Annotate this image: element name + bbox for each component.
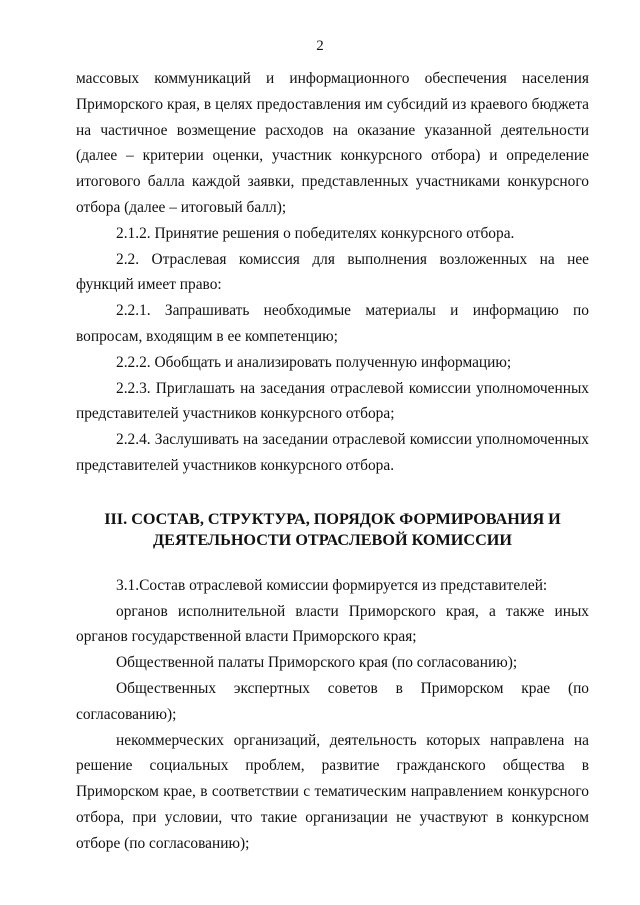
section-heading-3: [76, 509, 589, 551]
list-item-expert-councils: Общественных экспертных советов в Приморском крае (по согласованию);: [76, 679, 589, 723]
list-item-executive-bodies: органов исполнительной власти Приморского края, а также иных органов государственной власти Приморского края;: [76, 602, 589, 646]
page-number: 2: [316, 38, 324, 54]
paragraph-3-1: 3.1.Состав отраслевой комиссии формируется из представителей:: [116, 576, 548, 594]
list-item-public-chamber: Общественной палаты Приморского края (по согласованию);: [116, 654, 518, 672]
paragraph-2-2-3: 2.2.3. Приглашать на заседания отраслевой комиссии уполномоченных представителей участников конкурсного отбора;: [76, 379, 589, 423]
list-item-nonprofits: некоммерческих организаций, деятельность которых направлена на решение социальных проблем, развитие гражданского общества в Приморском крае, в соответствии с тематическим направлением конкурсного отбора, при условии, что такие организации не участвуют в конкурсном отборе (по согласованию);: [76, 731, 589, 852]
document-body: [76, 66, 589, 857]
paragraph-2-2-2: 2.2.2. Обобщать и анализировать полученную информацию;: [116, 353, 512, 371]
paragraph-2-2: 2.2. Отраслевая комиссия для выполнения возложенных на нее функций имеет право:: [76, 250, 589, 294]
paragraph-2-2-1: 2.2.1. Запрашивать необходимые материалы и информацию по вопросам, входящим в ее компетенцию;: [76, 302, 589, 345]
paragraph-2-1-2: 2.1.2. Принятие решения о победителях конкурсного отбора.: [116, 224, 515, 242]
section-heading-line-1: III. СОСТАВ, СТРУКТУРА, ПОРЯДОК ФОРМИРОВАНИЯ И: [104, 509, 561, 528]
paragraph-2-2-4: 2.2.4. Заслушивать на заседании отраслевой комиссии уполномоченных представителей участников конкурсного отбора.: [76, 431, 589, 474]
paragraph-continuation: массовых коммуникаций и информационного обеспечения населения Приморского края, в целях предоставления им субсидий из краевого бюджета на частичное возмещение расходов на оказание указанной деятельности (далее – критерии оценки, участник конкурсного отбора) и определение итогового балла каждой заявки, представленных участниками конкурсного отбора (далее – итоговый балл);: [76, 70, 589, 216]
section-heading-line-2: ДЕЯТЕЛЬНОСТИ ОТРАСЛЕВОЙ КОМИССИИ: [153, 530, 512, 549]
